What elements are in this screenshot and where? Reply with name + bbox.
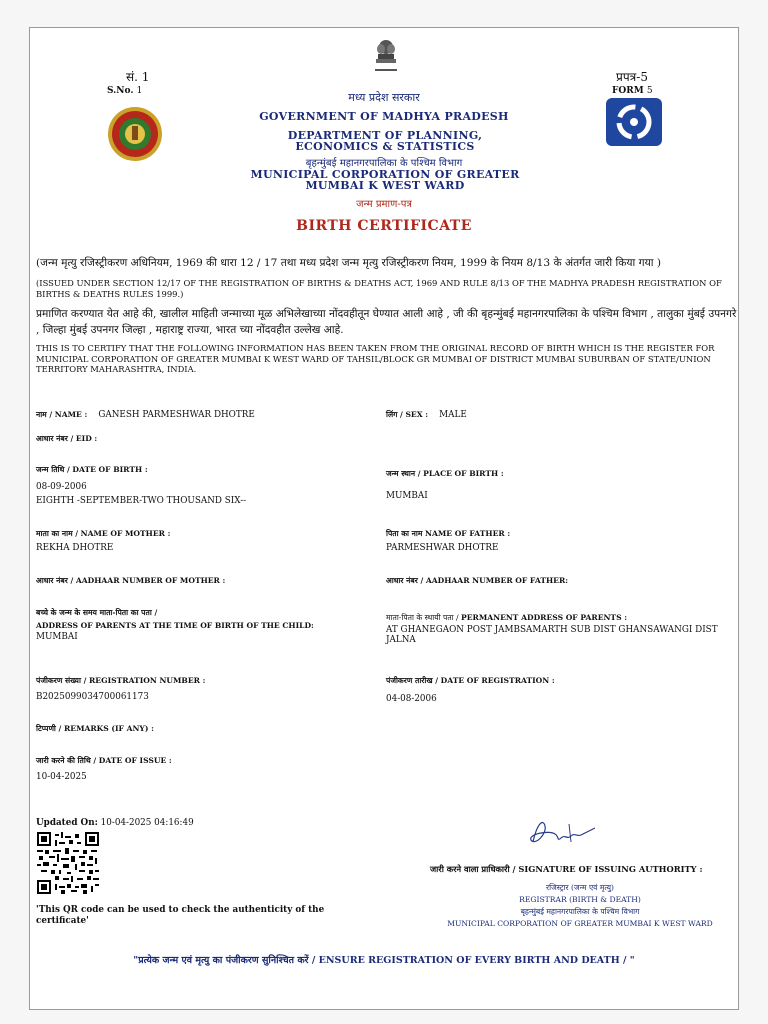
certificate-title: BIRTH CERTIFICATE xyxy=(296,218,472,234)
eid-label: आधार नंबर / EID : xyxy=(36,434,98,443)
father-name-value: PARMESHWAR DHOTRE xyxy=(386,543,499,553)
issue-date-value: 10-04-2025 xyxy=(36,772,87,782)
serial-number-hindi: सं. 1 xyxy=(126,70,150,84)
father-name-label: पिता का नाम NAME OF FATHER : xyxy=(386,529,511,538)
registration-number-value: B2025099034700061173 xyxy=(36,692,149,702)
name-value: GANESH PARMESHWAR DHOTRE xyxy=(98,410,255,420)
issued-under-hindi: (जन्म मृत्यु रजिस्ट्रीकरण अधिनियम, 1969 की धारा 12 / 17 तथा मध्य प्रदेश जन्म मृत्यु रजिस्ट्रीकरण नियम, 1999 के नियम 8/13 के अंतर्गत जारी किया गया ) xyxy=(36,257,662,269)
registrar-ward-english: MUNICIPAL CORPORATION OF GREATER MUMBAI K WEST WARD xyxy=(447,919,713,928)
crs-logo-icon xyxy=(606,98,662,146)
registrar-ward-hindi: बृहन्मुंबई महानगरपालिका के पश्चिम विभाग xyxy=(520,907,640,916)
registration-slogan: "प्रत्येक जन्म एवं मृत्यु का पंजीकरण सुनिश्चित करें / ENSURE REGISTRATION OF EVERY BIRTH AND DEATH / " xyxy=(133,955,635,966)
registrar-english: REGISTRAR (BIRTH & DEATH) xyxy=(519,895,641,904)
qr-note: 'This QR code can be used to check the authenticity of the certificate' xyxy=(36,905,325,926)
government-name: GOVERNMENT OF MADHYA PRADESH xyxy=(259,110,509,123)
department-name: DEPARTMENT OF PLANNING, ECONOMICS & STATISTICS xyxy=(287,129,483,153)
dob-value: 08-09-2006 xyxy=(36,482,87,492)
form-number: FORM 5 xyxy=(612,86,653,96)
address-permanent-label: माता-पिता के स्थायी पता / PERMANENT ADDRESS OF PARENTS : xyxy=(386,613,628,622)
address-birth-label-hindi: बच्चे के जन्म के समय माता-पिता का पता / xyxy=(36,608,158,617)
pob-label: जन्म स्थान / PLACE OF BIRTH : xyxy=(386,469,504,478)
title-hindi: जन्म प्रमाण-पत्र xyxy=(356,199,412,210)
mother-name-label: माता का नाम / NAME OF MOTHER : xyxy=(36,529,171,538)
aadhaar-mother-label: आधार नंबर / AADHAAR NUMBER OF MOTHER : xyxy=(36,576,226,585)
sex-row xyxy=(386,402,467,421)
registration-date-label: पंजीकरण तारीख / DATE OF REGISTRATION : xyxy=(386,676,555,685)
address-birth-value: MUMBAI xyxy=(36,632,78,642)
issued-under-english: (ISSUED UNDER SECTION 12/17 OF THE REGISTRATION OF BIRTHS & DEATHS ACT, 1969 AND RULE 8/13 OF THE MADHYA PRADESH REGISTRATION OF BIRTHS & DEATHS RULES 1999.) xyxy=(36,278,722,299)
name-row xyxy=(36,402,255,421)
sex-value: MALE xyxy=(439,410,467,420)
signature-icon xyxy=(525,812,600,857)
address-birth-label: ADDRESS OF PARENTS AT THE TIME OF BIRTH OF THE CHILD: xyxy=(36,621,314,630)
aadhaar-father-label: आधार नंबर / AADHAAR NUMBER OF FATHER: xyxy=(386,576,569,585)
ward-name-hindi: बृहन्मुंबई महानगरपालिका के पश्चिम विभाग xyxy=(305,158,463,169)
updated-on: Updated On: 10-04-2025 04:16:49 xyxy=(36,818,194,828)
name-label: नाम / NAME : xyxy=(36,410,88,419)
qr-code-icon[interactable] xyxy=(37,832,99,894)
certify-marathi: प्रमाणित करण्यात येत आहे की, खालील माहिती जन्माच्या मूळ अभिलेखाच्या नोंदवहीतून घेण्यात आली आहे , जी की बृहन्मुंबई महानगरपालिका के पश्चिम विभाग , तालुका मुंबई उपनगरे , जिल्हा मुंबई उपनगर जिल्हा , महाराष्ट्र राज्या, भारत च्या नोंदवहीत उल्लेख आहे. xyxy=(36,308,737,336)
certify-english: THIS IS TO CERTIFY THAT THE FOLLOWING INFORMATION HAS BEEN TAKEN FROM THE ORIGINAL RECORD OF BIRTH WHICH IS THE REGISTER FOR MUNICIPAL CORPORATION OF GREATER MUMBAI K WEST WARD OF TAHSIL/BLOCK GR MUMBAI OF DISTRICT MUMBAI SUBURBAN OF STATE/UNION TERRITORY MAHARASHTRA, INDIA. xyxy=(36,343,715,374)
dob-label: जन्म तिथि / DATE OF BIRTH : xyxy=(36,465,148,474)
registration-number-label: पंजीकरण संख्या / REGISTRATION NUMBER : xyxy=(36,676,206,685)
corporation-name: MUNICIPAL CORPORATION OF GREATER MUMBAI K WEST WARD xyxy=(250,168,520,192)
state-emblem-icon xyxy=(373,37,399,77)
pob-value: MUMBAI xyxy=(386,491,428,501)
remarks-label: टिप्पणी / REMARKS (IF ANY) : xyxy=(36,724,154,733)
issue-date-label: जारी करने की तिथि / DATE OF ISSUE : xyxy=(36,756,172,765)
mp-state-seal-icon xyxy=(107,106,163,162)
registration-date-value: 04-08-2006 xyxy=(386,694,437,704)
sex-label: लिंग / SEX : xyxy=(386,410,429,419)
registrar-block xyxy=(420,882,740,930)
form-number-hindi: प्रपत्र-5 xyxy=(616,70,648,84)
dob-words: EIGHTH -SEPTEMBER-TWO THOUSAND SIX-- xyxy=(36,496,247,506)
serial-number: S.No. 1 xyxy=(107,86,143,96)
registrar-hindi: रजिस्ट्रार (जन्म एवं मृत्यु) xyxy=(546,883,614,892)
state-name-hindi: मध्य प्रदेश सरकार xyxy=(348,91,420,104)
signature-label: जारी करने वाला प्राधिकारी / SIGNATURE OF ISSUING AUTHORITY : xyxy=(430,864,703,874)
mother-name-value: REKHA DHOTRE xyxy=(36,543,114,553)
address-permanent-value: AT GHANEGAON POST JAMBSAMARTH SUB DIST GHANSAWANGI DIST JALNA xyxy=(386,625,718,645)
